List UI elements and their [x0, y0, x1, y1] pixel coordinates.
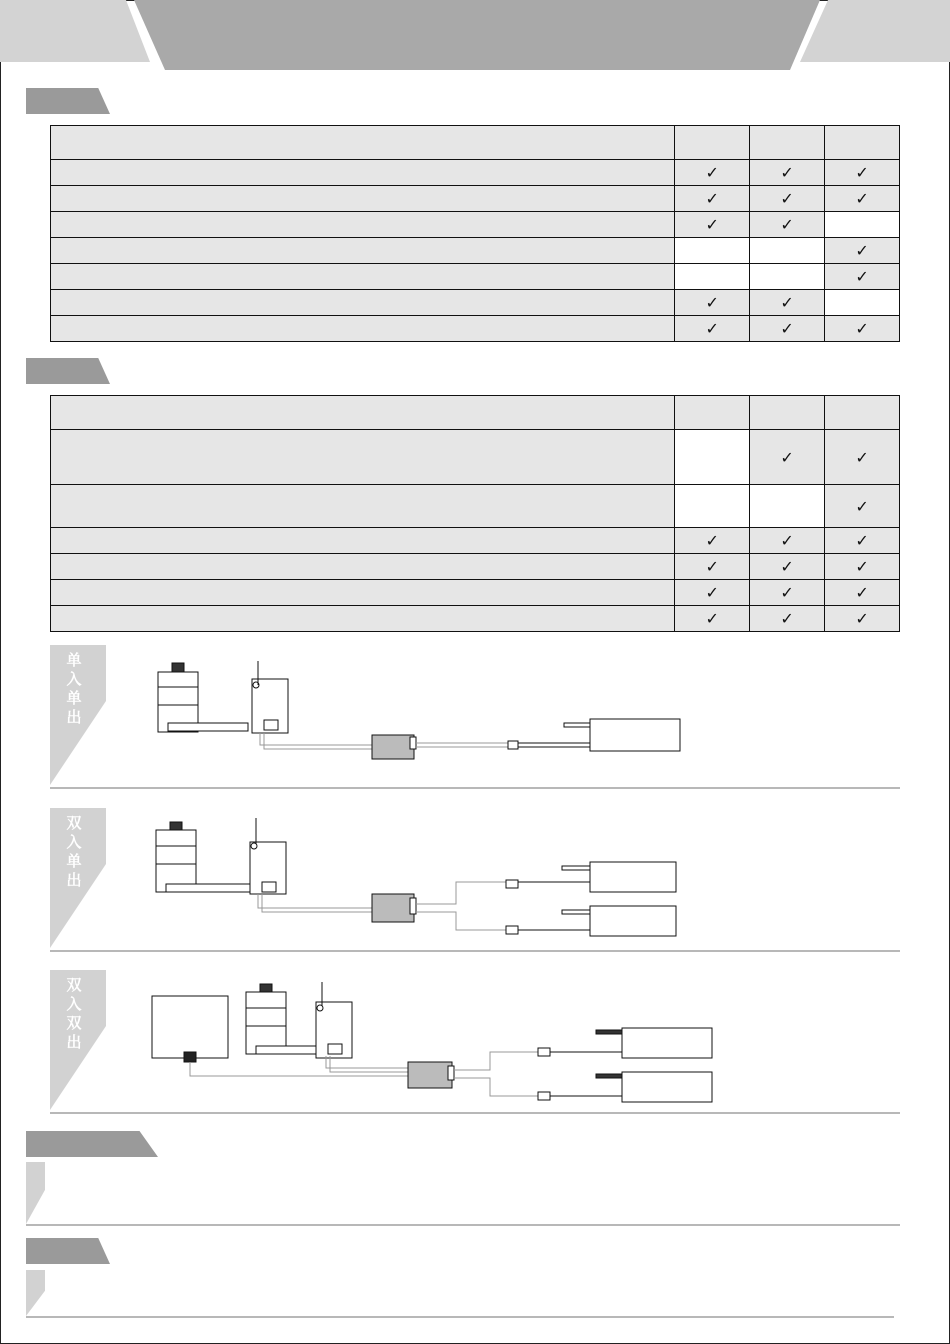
check-cell: ✓: [675, 290, 750, 316]
banner-right-tab: [800, 0, 950, 62]
check-cell: ✓: [825, 186, 900, 212]
connector-icon: [506, 880, 518, 888]
gyro-box-icon: [152, 996, 228, 1062]
panel-wedge: [26, 1270, 45, 1316]
table-row: [51, 528, 900, 554]
battery-icon: [562, 906, 676, 936]
check-cell: ✓: [825, 580, 900, 606]
diagram-label: 单入单出: [66, 651, 82, 726]
connector-icon: [538, 1092, 550, 1100]
check-cell: [750, 485, 825, 528]
esc-icon: [408, 1062, 454, 1088]
servo-icon: [156, 822, 250, 892]
table-row: [51, 186, 900, 212]
diagram-dual-in-dual-out: [50, 970, 900, 1114]
divider: [50, 787, 900, 789]
power-wire: [416, 743, 508, 747]
section-2-tag: [26, 358, 110, 384]
esc-icon: [372, 735, 416, 759]
receiver-icon: [250, 818, 286, 894]
check-cell: [825, 290, 900, 316]
power-wire: [454, 1052, 538, 1096]
check-cell: ✓: [675, 606, 750, 632]
table-row: [51, 238, 900, 264]
check-cell: [675, 430, 750, 485]
diagram-label: 双入双出: [66, 976, 82, 1051]
servo-icon: [158, 663, 248, 732]
table-row: [51, 290, 900, 316]
battery-icon: [564, 719, 680, 751]
check-cell: ✓: [825, 160, 900, 186]
check-cell: ✓: [675, 160, 750, 186]
check-cell: ✓: [750, 606, 825, 632]
battery-icon: [596, 1028, 712, 1058]
signal-wire: [190, 1056, 408, 1076]
servo-icon: [246, 984, 320, 1054]
connector-icon: [506, 926, 518, 934]
table-row: [51, 316, 900, 342]
check-cell: ✓: [825, 528, 900, 554]
table-row: [51, 430, 900, 485]
check-cell: ✓: [825, 316, 900, 342]
check-cell: ✓: [825, 430, 900, 485]
table-row: [51, 160, 900, 186]
check-cell: [825, 212, 900, 238]
battery-icon: [562, 862, 676, 892]
receiver-icon: [252, 661, 288, 733]
wiring-diagram: [50, 645, 900, 789]
check-cell: ✓: [750, 290, 825, 316]
panel-wedge: [26, 1162, 45, 1224]
check-cell: ✓: [750, 186, 825, 212]
table-row: [51, 264, 900, 290]
table-header-row: [51, 396, 900, 430]
check-cell: ✓: [825, 554, 900, 580]
table-row: [51, 485, 900, 528]
banner-left-tab: [0, 0, 150, 62]
diagram-label: 双入单出: [66, 814, 82, 889]
check-cell: ✓: [750, 430, 825, 485]
connector-icon: [508, 741, 518, 749]
table-header-row: [51, 126, 900, 160]
divider: [26, 1224, 900, 1226]
check-cell: [750, 264, 825, 290]
check-cell: ✓: [750, 212, 825, 238]
table-row: [51, 212, 900, 238]
diagram-dual-in-single-out: [50, 808, 900, 952]
check-cell: ✓: [750, 528, 825, 554]
check-cell: [675, 264, 750, 290]
check-cell: ✓: [750, 554, 825, 580]
section-4-tag: [26, 1238, 110, 1264]
check-cell: ✓: [825, 264, 900, 290]
check-cell: ✓: [825, 238, 900, 264]
check-cell: ✓: [675, 554, 750, 580]
check-cell: [750, 238, 825, 264]
wiring-diagram: [50, 808, 900, 952]
divider: [50, 950, 900, 952]
esc-icon: [372, 894, 416, 922]
feature-table-2: [50, 395, 900, 632]
check-cell: ✓: [675, 316, 750, 342]
banner-center: [134, 0, 820, 70]
check-cell: ✓: [675, 528, 750, 554]
signal-wire: [258, 894, 372, 912]
table-row: [51, 606, 900, 632]
check-cell: ✓: [750, 580, 825, 606]
section-1-tag: [26, 88, 110, 114]
check-cell: ✓: [675, 580, 750, 606]
check-cell: [675, 238, 750, 264]
receiver-icon: [316, 982, 352, 1058]
check-cell: ✓: [750, 160, 825, 186]
note-panel-2: [26, 1270, 894, 1318]
diagram-single-in-single-out: [50, 645, 900, 789]
table-row: [51, 554, 900, 580]
check-cell: ✓: [825, 485, 900, 528]
check-cell: [675, 485, 750, 528]
check-cell: ✓: [825, 606, 900, 632]
power-wire: [416, 882, 506, 930]
check-cell: ✓: [675, 186, 750, 212]
divider: [50, 1112, 900, 1114]
signal-wire: [260, 733, 372, 749]
header-banner: [0, 0, 950, 72]
divider: [26, 1316, 894, 1318]
section-3-tag: [26, 1131, 158, 1157]
wiring-diagram: [50, 970, 900, 1114]
table-row: [51, 580, 900, 606]
connector-icon: [538, 1048, 550, 1056]
battery-icon: [596, 1072, 712, 1102]
feature-table-1: [50, 125, 900, 342]
note-panel-1: [26, 1162, 900, 1226]
check-cell: ✓: [675, 212, 750, 238]
check-cell: ✓: [750, 316, 825, 342]
